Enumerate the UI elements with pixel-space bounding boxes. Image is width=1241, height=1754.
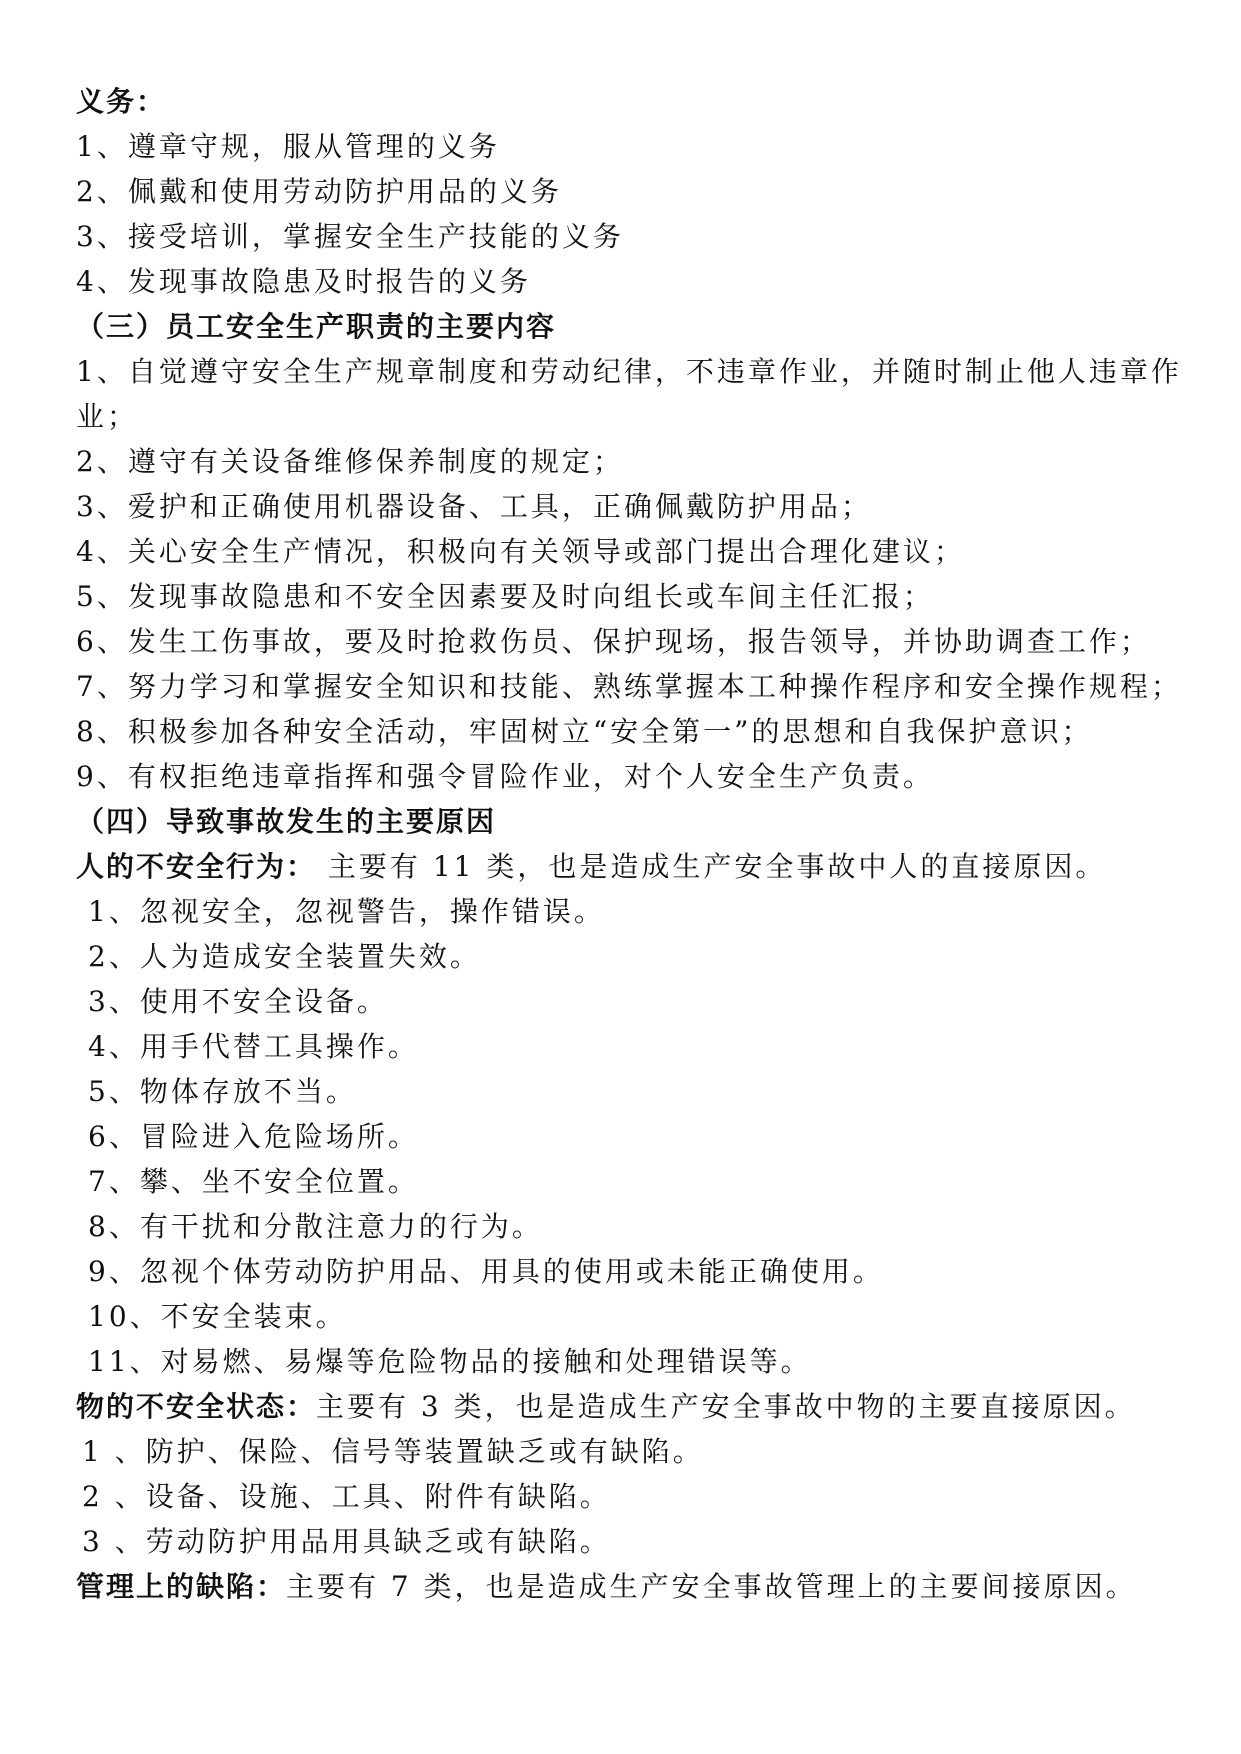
unsafe-behavior-intro xyxy=(76,844,1196,889)
duty-item: 6、发生工伤事故，要及时抢救伤员、保护现场，报告领导，并协助调查工作； xyxy=(76,625,1151,658)
unsafe-behavior-item: 4、用手代替工具操作。 xyxy=(88,1030,419,1063)
unsafe-behavior-item: 7、攀、坐不安全位置。 xyxy=(88,1165,419,1198)
unsafe-behavior-item: 9、忽视个体劳动防护用品、用具的使用或未能正确使用。 xyxy=(88,1255,884,1288)
causes-title: （四）导致事故发生的主要原因 xyxy=(76,805,497,838)
unsafe-behavior-item: 8、有干扰和分散注意力的行为。 xyxy=(88,1210,543,1243)
duty-item: 8、积极参加各种安全活动，牢固树立“安全第一”的思想和自我保护意识； xyxy=(76,715,1093,748)
obligation-item: 3、接受培训，掌握安全生产技能的义务 xyxy=(76,220,624,253)
unsafe-state-label: 物的不安全状态： xyxy=(76,1390,317,1423)
unsafe-behavior-label: 人的不安全行为： xyxy=(76,850,317,883)
duty-item: 7、努力学习和掌握安全知识和技能、熟练掌握本工种操作程序和安全操作规程； xyxy=(76,670,1182,703)
unsafe-behavior-item: 1、忽视安全，忽视警告，操作错误。 xyxy=(88,895,605,928)
unsafe-behavior-item: 2、人为造成安全装置失效。 xyxy=(88,940,481,973)
duties-title: （三）员工安全生产职责的主要内容 xyxy=(76,310,557,343)
duty-item: 9、有权拒绝违章指挥和强令冒险作业，对个人安全生产负责。 xyxy=(76,760,934,793)
duty-item: 4、关心安全生产情况，积极向有关领导或部门提出合理化建议； xyxy=(76,535,965,568)
unsafe-state-text: 主要有 3 类，也是造成生产安全事故中物的主要直接原因。 xyxy=(316,1390,1136,1423)
obligation-item: 1、遵章守规，服从管理的义务 xyxy=(76,130,500,163)
unsafe-behavior-text: 主要有 11 类，也是造成生产安全事故中人的直接原因。 xyxy=(316,850,1107,883)
obligation-item: 4、发现事故隐患及时报告的义务 xyxy=(76,265,531,298)
unsafe-behavior-item: 11、对易燃、易爆等危险物品的接触和处理错误等。 xyxy=(88,1345,812,1378)
duty-item: 2、遵守有关设备维修保养制度的规定； xyxy=(76,445,624,478)
unsafe-state-item: 2 、设备、设施、工具、附件有缺陷。 xyxy=(82,1480,611,1513)
duty-item: 3、爱护和正确使用机器设备、工具，正确佩戴防护用品； xyxy=(76,490,872,523)
management-defects-intro xyxy=(76,1564,1196,1609)
obligation-item: 2、佩戴和使用劳动防护用品的义务 xyxy=(76,175,562,208)
unsafe-state-intro xyxy=(76,1384,1196,1429)
unsafe-state-item: 3 、劳动防护用品用具缺乏或有缺陷。 xyxy=(82,1525,611,1558)
document-page xyxy=(76,79,1196,1609)
unsafe-behavior-item: 10、不安全装束。 xyxy=(88,1300,347,1333)
unsafe-state-item: 1 、防护、保险、信号等装置缺乏或有缺陷。 xyxy=(82,1435,704,1468)
unsafe-behavior-item: 6、冒险进入危险场所。 xyxy=(88,1120,419,1153)
unsafe-behavior-item: 5、物体存放不当。 xyxy=(88,1075,357,1108)
obligations-title: 义务： xyxy=(76,85,167,118)
management-defects-label: 管理上的缺陷： xyxy=(76,1570,287,1603)
duty-item: 5、发现事故隐患和不安全因素要及时向组长或车间主任汇报； xyxy=(76,580,934,613)
unsafe-behavior-item: 3、使用不安全设备。 xyxy=(88,985,388,1018)
duty-item: 1、自觉遵守安全生产规章制度和劳动纪律，不违章作业，并随时制止他人违章作业； xyxy=(76,355,1182,433)
management-defects-text: 主要有 7 类，也是造成生产安全事故管理上的主要间接原因。 xyxy=(286,1570,1137,1603)
